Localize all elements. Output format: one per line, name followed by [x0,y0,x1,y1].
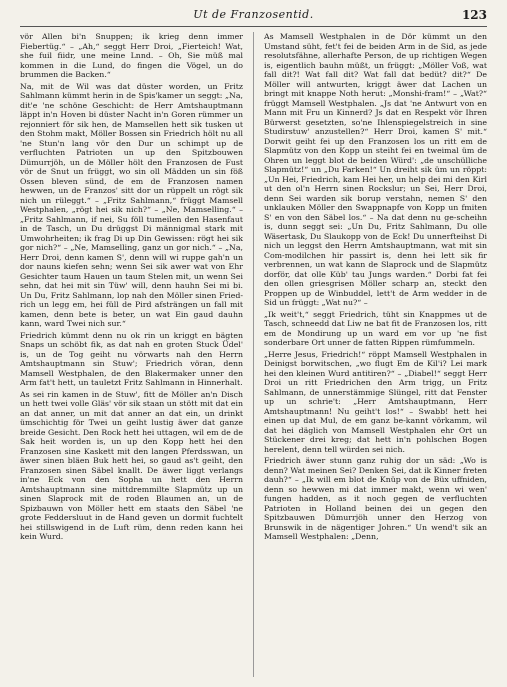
right-column [264,32,487,677]
running-title: Ut de Franzosentid. [193,8,314,21]
page-number: 123 [461,8,487,22]
paragraph: As sei rin kamen in de Stuw', fitt de Möller an'n Disch un hett twei volle Gläs' vör sik staan un stött mit dat ein an dat anner, un mit dat anner an dat ein, un drinkt ümschichtig för Twei un geiht lustig äwer dat ganze breide Gesicht. Den Rock hett hei uttagen, wil em de de Sak heit worden is, un up den Kopp hett hei den Franzosen sine Kaskett mit den langen Pferdsswan, un äwer sinen bläen Buk hett hei, so gaud as't geiht, den Franzosen sinen Säbel knallt. De äwer liggt verlangs in'ne Eck von den Sopha un hett den Herrn Amtshauptmann sine mittdremmilte Slapmütz up un sinen Slaprock mit de roden Blaumen an, un de Spizbauwn von Möller hett em staats den Säbel 'ne grote Feddersluut in de Hand geven un dormit fuchtelt hei stillswigend in de Luft rüm, denn reden kann hei kein Wurd. [20,389,243,541]
paragraph: „Herre Jesus, Friedrich!“ röppt Mamsell Westphalen in Deinigst borwitschen, „wo flugt Em de Kil'i? Lei mark hei den kleinen Wurd antitiren?“ – „Diabel!“ seggt Herr Droi un ritt Friedrichen den Arm trigg, un Fritz Sahlmann, de unnerstämmige Slüngel, ritt dat Fenster up un schrie't: „Herr Amtshauptmann, Herr Amtshauptmann! Nu geiht't los!“ – Swabb! hett hei einen up dat Mul, de em ganz be-kannt vörkamm, wil dat hei däglich von Mamsell Westphalen ehr Ort un Stückener drei kreg; dat hett in'n pohlschen Bogen herelent, denn tell würden sei nich. [264,349,487,454]
paragraph: Friedrich äwer stunn ganz ruhig dor un säd: „Wo is denn? Wat meinen Sei? Denken Sei, dat ik Kinner freten dauh?“ – „Ik will em blot de Knüp von de Büx uffniden, denn so hewwen mi dat immer makt, wenn wi wen' fungen hadden, as it noch gegen de verfluchten Patrioten in Holland beinen dei un gegen den Spitzbauwen Dümurrjöh unner den Herzog von Brunswik in de nägentiger Johren.“ Un wend't sik an Mamsell Westphalen: „Denn, [264,456,487,541]
paragraph: vör Allen bi'n Snuppen; ik krieg denn immer Fiebertüg.“ – „Ah,“ seggt Herr Droi, „Fierteich! Wat, she fuil fiidr, une meine Lnnd. – Oh, Sie müß mal kommen in die Lund, do fingen die Vögel, un do brummen die Backen.“ [20,32,243,79]
column-divider [253,32,254,677]
header-rule [20,26,487,27]
paragraph: As Mamsell Westphalen in de Dör kümmt un den Umstand süht, fet't fei de beiden Arm in de Sid, as jede resolutsfähne, allerhafte Person, de up richtigen Wegen is, eigentlich bauhn müßt, un früggt: „Möller Voß, wat fall dit?! Wat fall dit? Wat fall dat bedüt? dit?“ De Möller will antwurten, kriggt äwer dat Lachen un bringt mit knappe Noth herut: „Monshi-fram!“ – „Wat?“ früggt Mamsell Westphalen. „Js dat 'ne Antwurt von en Mann mit Fru un Kinnerd? Js dat en Respekt vör Ihren Bürwerst gesetzten, so'ne Ihlenspiegelstreich in sine Studirstuw' anzustellen?“ Herr Droi, kamen S' mit.“ Dorwit geiht fei up den Franzosen los un ritt em de Slapmütz von den Kopp un steiht fei en tweimal üm de Ohren un leggt blot de beiden Würd': „de unschülliche Slapmütz!“ un „Du Farken!“ Un dreiht sik üm un röppt: „Un Hei, Friedrich, kam Hei her, un help dei mi den Kirl ut den ol'n Herrn sinen Rockslur; un Sei, Herr Droi, denn Sei warden sik borup verstahn, nemen S' den unklauken Möller den Swappnapfe von Kopp un fmiten S' en von den Säbel los.“ – Na dat denn nu ge-scheihn is, dunn seggt sei: „Un Du, Fritz Sahlmann, Du olle Wäsertask, Du Slaukopp von de Eck! Du unnerfteihst Di nich un leggst den Herrn Amtshauptmann, wat mit sin Com-modilchen hir passirt is, denn hei lett sik fir verbrennen, un wat kann de Slaprock und de Slapmütz dorför, dat olle Küb' tau Jungs warden.“ Dorbi fat fei den ollen griesgrisen Möller scharp an, steckt den Proppen up de Winbuddel, lett't de Arm wedder in de Sid un früggt: „Wat nu?“ – [264,32,487,307]
left-column [20,32,243,677]
page-header [20,8,487,26]
text-columns [20,32,487,677]
paragraph: „Ik weit't,“ seggt Friedrich, tüht sin Knappmes ut de Tasch, schneedd dat Liw ne bat fit de Franzosen los, ritt em de Mondirung up un ward em vor up 'ne fist sonderbare Ort unner de fatten Rippen rümfummeln. [264,309,487,347]
paragraph: Friedrich kümmt denn nu ok rin un kriggt en bägten Snaps un schöbt fik, as dat nah en groten Stuck Üdel' is, un de Tog geiht nu vörwarts nah den Herrn Amtshauptmann sin Stuw'; Friedrich vöran, denn Mamsell Westphalen, de den Blakermaker unner den Arm fat't hett, un tauletzt Fritz Sahlmann in Hinnerhalt. [20,330,243,387]
paragraph: Na, mit de Wil was dat düster worden, un Fritz Sahlmann kümmt herin in de Spis'kamer un seggt: „Na, dit'e 'ne schöne Geschicht: de Herr Amtshauptmann läppt in'n Hoven bi düster Nacht in'n Goren rümmer un rejonniert för sik hen, de Mamsellen hett sik tusken ut den Stohm makt, Möller Bossen sin Friedrich hölt nu all 'ne Stun'n lang vör den Dur un schimpt up de verfluchten Patrioten un up den Spitzbouwen Dümurrjöh, un de Möller hölt den Franzosen de Fust vör de Snut un früggt, wo sin oll Mädden un sin föß Ossen bleven sünd, de em de Franzosen namen hewwen, un de Franzos' sitt dor un rüppelt un rögt sik nich un rüleggt.“ – „Fritz Sahlmann,“ früggt Mamsell Westphalen, „rögt hei sik nich?“ – „Ne, Mamselling.“ – „Fritz Sahlmann, if nei, Su föll tumeilen den Hasenfaut in de Tasch, un Du drüggst Di männigmal stark mit Umwohrheiten; ik frag Di up Din Gewissen: rögt hei sik gor nich?“ – „Ne, Mamselling, ganz un gor nich.“ – „Na, Herr Droi, denn kamen S', denn will wi ruppe gah'n un dor nauns kiefen sehn; wenn Sei sik awer wat von Ehr Gesichter taum Hauen un taum Stelen mit, un wenn Sei sehn, dat hei mit sin Tüw' will, denn hauhn Sei mi bi. Un Du, Fritz Sahlmann, lop nah den Möller sinen Fried-rich un legg em, hei füll de Pird afsträngen un fall mit kamen, denn bete is beter, un wat Ein gaud dauhn kann, ward Twei nich sur.“ [20,81,243,328]
